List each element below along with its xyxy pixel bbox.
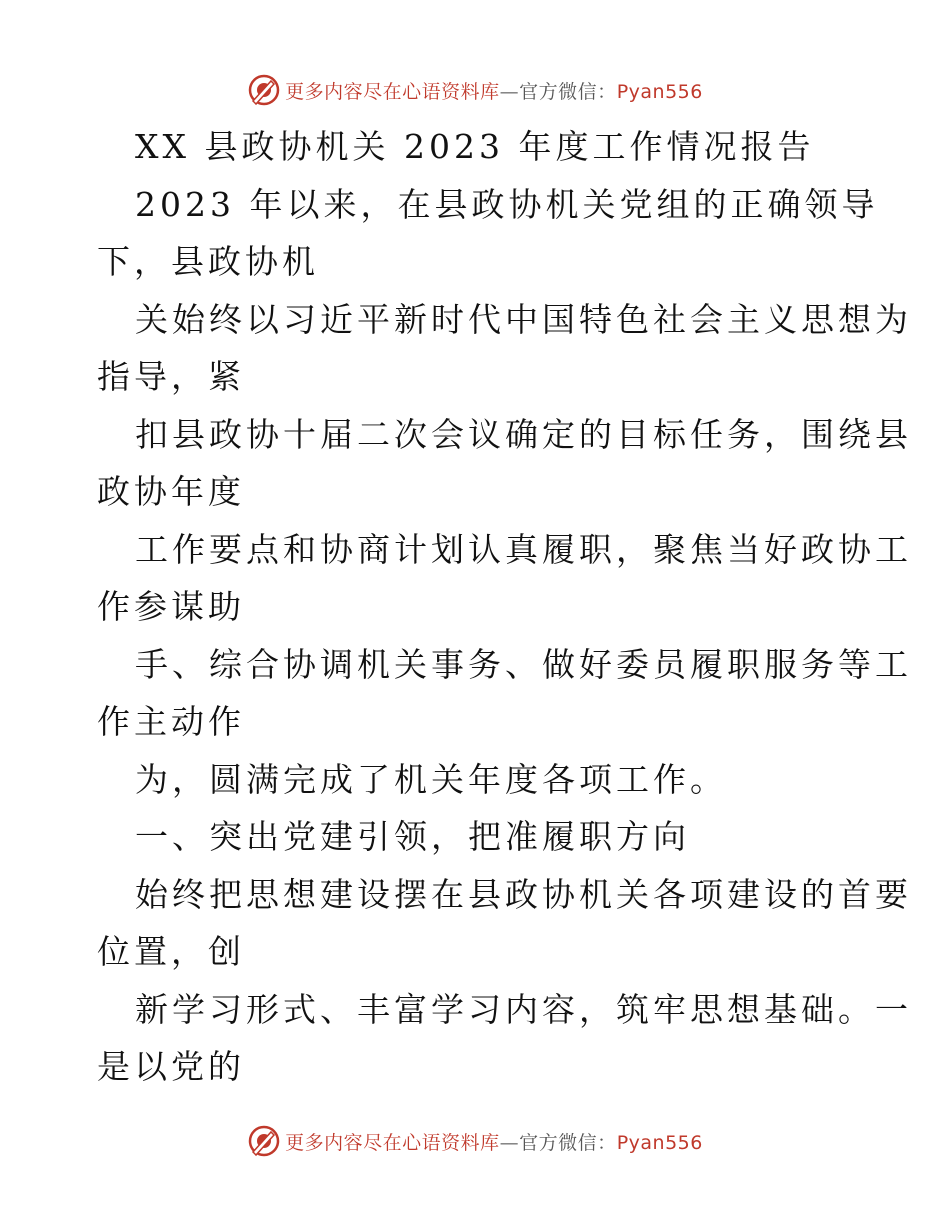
watermark-site-text: 更多内容尽在心语资料库 xyxy=(285,1131,500,1154)
paragraph-line: 是以党的 xyxy=(97,1047,245,1086)
watermark-wechat-label: 官方微信： xyxy=(519,1131,617,1154)
watermark-text xyxy=(285,1128,703,1155)
paragraph-line: 政协年度 xyxy=(97,472,245,511)
paragraph-line: 关始终以习近平新时代中国特色社会主义思想为 xyxy=(135,300,912,339)
watermark-wechat-id: Pyan556 xyxy=(616,1131,703,1154)
paragraph-line: 扣县政协十届二次会议确定的目标任务，围绕县 xyxy=(135,415,912,454)
pen-seal-icon xyxy=(247,1124,281,1158)
paragraph-line: 始终把思想建设摆在县政协机关各项建设的首要 xyxy=(135,875,912,914)
pen-seal-icon xyxy=(247,73,281,107)
watermark-separator: — xyxy=(499,80,520,103)
paragraph-line: 2023 年以来，在县政协机关党组的正确领导 xyxy=(135,185,879,224)
footer-watermark xyxy=(0,1121,950,1161)
paragraph-line: 指导，紧 xyxy=(97,357,245,396)
watermark-separator: — xyxy=(499,1131,520,1154)
paragraph-line: 为，圆满完成了机关年度各项工作。 xyxy=(135,760,727,799)
paragraph-line: 作主动作 xyxy=(97,702,245,741)
watermark-wechat-label: 官方微信： xyxy=(519,80,617,103)
watermark-wechat-id: Pyan556 xyxy=(616,80,703,103)
paragraph-line: 下，县政协机 xyxy=(97,242,319,281)
paragraph-line: 手、综合协调机关事务、做好委员履职服务等工 xyxy=(135,645,912,684)
watermark-text xyxy=(285,77,703,104)
watermark-site-text: 更多内容尽在心语资料库 xyxy=(285,80,500,103)
paragraph-line: 新学习形式、丰富学习内容，筑牢思想基础。一 xyxy=(135,990,912,1029)
header-watermark xyxy=(0,70,950,110)
paragraph-line: 作参谋助 xyxy=(97,587,245,626)
document-title: XX 县政协机关 2023 年度工作情况报告 xyxy=(135,127,815,166)
section-heading: 一、突出党建引领，把准履职方向 xyxy=(135,817,690,856)
paragraph-line: 位置，创 xyxy=(97,932,245,971)
paragraph-line: 工作要点和协商计划认真履职，聚焦当好政协工 xyxy=(135,530,912,569)
